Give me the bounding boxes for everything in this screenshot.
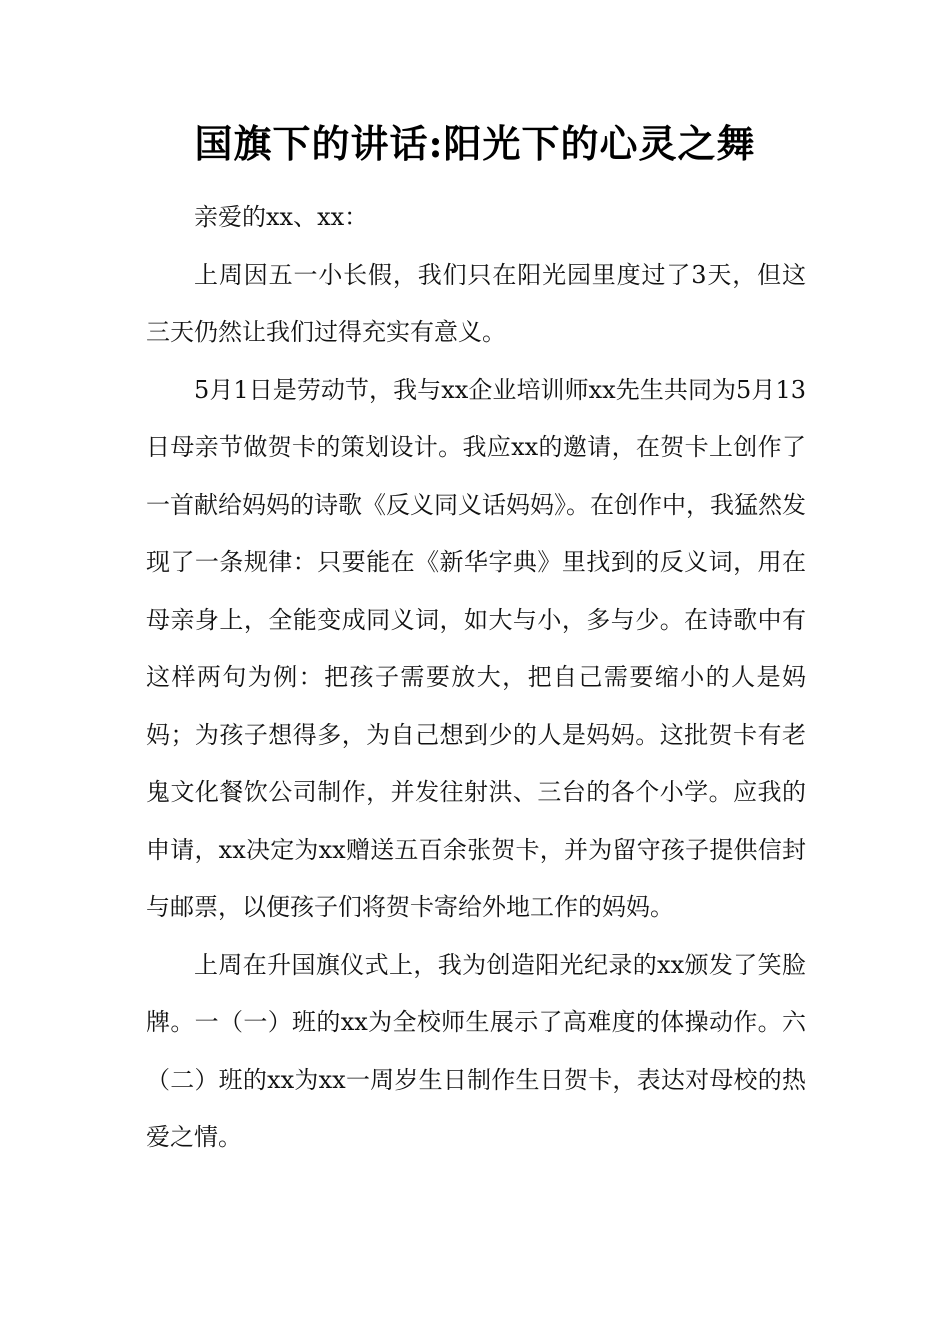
paragraph-mothers-day-cards: 5月1日是劳动节，我与xx企业培训师xx先生共同为5月13日母亲节做贺卡的策划设计。我应xx的邀请，在贺卡上创作了一首献给妈妈的诗歌《反义同义话妈妈》。在创作中，我猛然发现了一条规律：只要能在《新华字典》里找到的反义词，用在母亲身上，全能变成同义词，如大与小，多与少。在诗歌中有这样两句为例：把孩子需要放大，把自己需要缩小的人是妈妈；为孩子想得多，为自己想到少的人是妈妈。这批贺卡有老鬼文化餐饮公司制作，并发往射洪、三台的各个小学。应我的申请，xx决定为xx赠送五百余张贺卡，并为留守孩子提供信封与邮票，以便孩子们将贺卡寄给外地工作的妈妈。 — [146, 375, 806, 921]
document-title: 国旗下的讲话:阳光下的心灵之舞 — [194, 121, 756, 166]
document-body — [146, 189, 806, 1167]
paragraph-holiday: 上周因五一小长假，我们只在阳光园里度过了3天，但这三天仍然让我们过得充实有意义。 — [146, 260, 806, 346]
paragraph-greeting: 亲爱的xx、xx： — [194, 203, 369, 231]
paragraph-flag-ceremony: 上周在升国旗仪式上，我为创造阳光纪录的xx颁发了笑脸牌。一（一）班的xx为全校师生展示了高难度的体操动作。六（二）班的xx为xx一周岁生日制作生日贺卡，表达对母校的热爱之情。 — [146, 950, 806, 1151]
